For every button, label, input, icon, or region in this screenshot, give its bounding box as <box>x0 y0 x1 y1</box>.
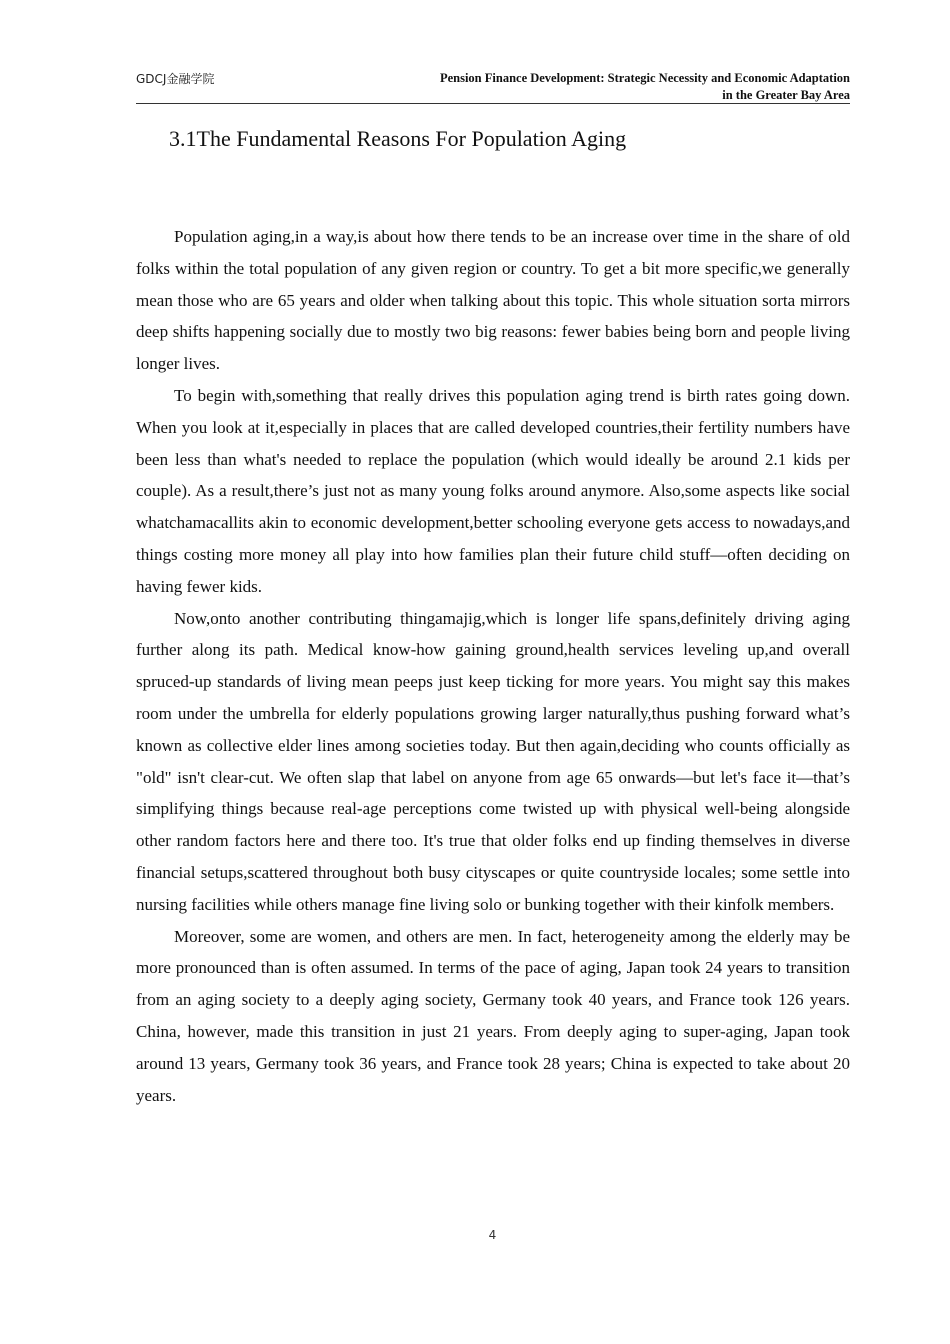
paragraph: Population aging,in a way,is about how there tends to be an increase over time in the share of old folks within the total population of any given region or country. To get a bit more specific,we generally mean those who are 65 years and older when talking about this topic. This whole situation sorta mirrors deep shifts happening socially due to mostly two big reasons: fewer babies being born and people living longer lives. <box>136 227 850 374</box>
paragraph: Moreover, some are women, and others are men. In fact, heterogeneity among the elderly may be more pronounced than is often assumed. In terms of the pace of aging, Japan took 24 years to transition from an aging society to a deeply aging society, Germany took 40 years, and France took 126 years. China, however, made this transition in just 21 years. From deeply aging to super-aging, Japan took around 13 years, Germany took 36 years, and France took 28 years; China is expected to take about 20 years. <box>136 926 850 1105</box>
paragraph: To begin with,something that really drives this population aging trend is birth rates going down. When you look at it,especially in places that are called developed countries,their fertility numbers have been less than what's needed to replace the population (which would ideally be around 2.1 kids per couple). As a result,there’s just not as many young folks around anymore. Also,some aspects like social whatchamacallits akin to economic development,better schooling everyone gets access to nowadays,and things costing more money all play into how families plan their future child stuff—often deciding on having fewer kids. <box>136 385 850 596</box>
section-heading: 3.1The Fundamental Reasons For Population Aging <box>169 126 627 151</box>
header-document-title <box>330 70 850 104</box>
header-divider <box>136 103 850 104</box>
body-text <box>136 221 850 1111</box>
page-number: 4 <box>488 1228 497 1242</box>
header-title-line-2: in the Greater Bay Area <box>722 88 850 102</box>
header-institution: GDCJ金融学院 <box>136 72 215 86</box>
paragraph: Now,onto another contributing thingamajig,which is longer life spans,definitely driving aging further along its path. Medical know-how gaining ground,health services leveling up,and overall spruced-up standards of living mean peeps just keep ticking for more years. You might say this makes room under the umbrella for elderly populations growing larger naturally,thus pushing forward what’s known as collective elder lines among societies today. But then again,deciding who counts officially as "old" isn't clear-cut. We often slap that label on anyone from age 65 onwards—but let's face it—that’s simplifying things because real-age perceptions come twisted up with physical well-being alongside other random factors here and there too. It's true that older folks end up finding themselves in diverse financial setups,scattered throughout both busy cityscapes or quite countryside locales; some settle into nursing facilities while others manage fine living solo or bunking together with their kinfolk members. <box>136 608 850 914</box>
header-title-line-1: Pension Finance Development: Strategic Necessity and Economic Adaptation <box>439 71 850 85</box>
